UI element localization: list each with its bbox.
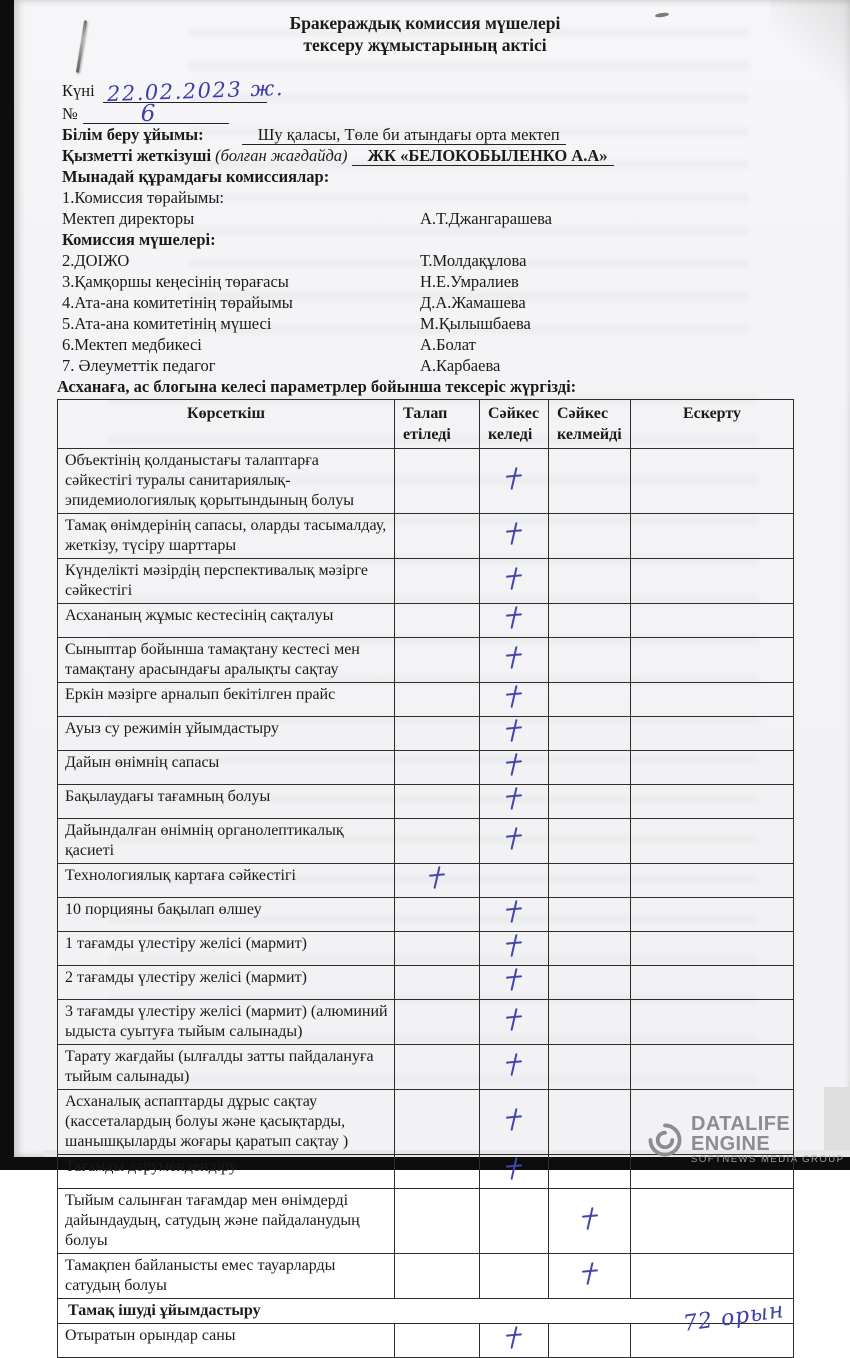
note-cell — [631, 638, 794, 683]
kelmeydi-cell — [549, 683, 631, 717]
table-row — [58, 898, 794, 932]
note-cell — [631, 449, 794, 514]
handwritten-plus-mark — [505, 1008, 523, 1031]
date-blank-line — [103, 75, 284, 107]
table-row — [58, 1324, 794, 1358]
header-not-complies: Сәйкес келмейді — [549, 400, 631, 449]
keledi-cell — [480, 1045, 549, 1090]
kelmeydi-cell — [549, 898, 631, 932]
member-role: 2.ДОІЖО — [62, 251, 130, 270]
table-row — [58, 785, 794, 819]
table-row — [58, 1045, 794, 1090]
member-row — [62, 355, 788, 376]
organization-field — [62, 124, 788, 145]
talap-cell — [395, 932, 480, 966]
inspection-section-heading: Асханаға, ас блогына келесі параметрлер бойынша тексеріс жүргізді: — [57, 377, 577, 396]
note-cell — [631, 864, 794, 898]
keledi-cell — [480, 514, 549, 559]
member-name: А.Карбаева — [420, 356, 501, 375]
note-cell — [631, 1298, 794, 1358]
talap-cell — [395, 638, 480, 683]
indicator-cell: Ауыз су режимін ұйымдастыру — [58, 717, 395, 751]
keledi-cell — [480, 604, 549, 638]
member-name: М.Қылышбаева — [420, 314, 531, 333]
talap-cell — [395, 898, 480, 932]
handwritten-plus-mark — [505, 934, 523, 957]
note-cell — [631, 683, 794, 717]
talap-cell — [395, 514, 480, 559]
kelmeydi-cell — [549, 717, 631, 751]
watermark-brand: DATALIFE ENGINE — [691, 1113, 791, 1155]
keledi-cell — [480, 717, 549, 751]
handwritten-plus-mark — [505, 685, 523, 708]
indicator-cell: Бақылаудағы тағамның болуы — [58, 785, 395, 819]
kelmeydi-cell — [549, 449, 631, 514]
note-cell — [631, 604, 794, 638]
handwritten-plus-mark — [505, 719, 523, 742]
talap-cell — [395, 785, 480, 819]
note-cell — [631, 932, 794, 966]
kelmeydi-cell — [549, 819, 631, 864]
number-field — [62, 101, 788, 127]
table-row — [58, 966, 794, 1000]
member-row — [62, 313, 788, 334]
chair-row — [62, 208, 788, 229]
member-role: 6.Мектеп медбикесі — [62, 335, 202, 354]
member-role: 5.Ата-ана комитетінің мүшесі — [62, 314, 272, 333]
indicator-cell: 10 порцияны бақылап өлшеу — [58, 898, 395, 932]
table-row — [58, 717, 794, 751]
header-complies: Сәйкес келеді — [480, 400, 549, 449]
handwritten-plus-mark — [505, 1053, 523, 1076]
provider-field — [62, 145, 788, 166]
indicator-cell: Асханалық аспаптарды дұрыс сақтау (кассеталардың болуы және қасықтарды, шанышқыларды жоғары қаратып сақтау ) — [58, 1090, 395, 1155]
table-row — [58, 1254, 794, 1299]
header-note: Ескерту — [631, 400, 794, 449]
watermark-tagline: SOFTNEWS MEDIA GROUP — [691, 1154, 845, 1165]
talap-cell — [395, 449, 480, 514]
talap-cell — [395, 1324, 480, 1358]
indicator-cell: Отыратын орындар саны — [58, 1324, 395, 1358]
talap-cell — [395, 864, 480, 898]
provider-parenthetical: (болған жағдайда) — [215, 146, 348, 165]
note-cell — [631, 1254, 794, 1299]
table-row — [58, 819, 794, 864]
talap-cell — [395, 1045, 480, 1090]
member-role: 7. Әлеуметтік педагог — [62, 356, 216, 375]
kelmeydi-cell — [549, 1155, 631, 1189]
table-row — [58, 1000, 794, 1045]
talap-cell — [395, 1000, 480, 1045]
chair-name: А.Т.Джангарашева — [420, 209, 552, 228]
handwritten-plus-mark — [505, 900, 523, 923]
number-label: № — [62, 104, 78, 123]
indicator-cell: Технологиялық картаға сәйкестігі — [58, 864, 395, 898]
indicator-cell: Сыныптар бойынша тамақтану кестесі мен тамақтану арасындағы аралықты сақтау — [58, 638, 395, 683]
indicator-cell: Асхананың жұмыс кестесінің сақталуы — [58, 604, 395, 638]
handwritten-number: 6 — [140, 101, 156, 127]
indicator-cell: Дайын өнімнің сапасы — [58, 751, 395, 785]
header-fields — [62, 75, 788, 376]
table-row — [58, 751, 794, 785]
note-cell — [631, 559, 794, 604]
kelmeydi-cell — [549, 785, 631, 819]
talap-cell — [395, 1254, 480, 1299]
header-required: Талап етіледі — [395, 400, 480, 449]
handwritten-plus-mark — [505, 606, 523, 629]
note-cell — [631, 751, 794, 785]
section-title: Тамақ ішуді ұйымдастыру — [58, 1299, 794, 1324]
table-row — [58, 604, 794, 638]
keledi-cell — [480, 751, 549, 785]
organization-value: Шу қаласы, Төле би атындағы орта мектеп — [242, 125, 566, 145]
document-title — [62, 12, 788, 56]
kelmeydi-cell — [549, 1189, 631, 1254]
note-cell — [631, 898, 794, 932]
kelmeydi-cell — [549, 1324, 631, 1358]
kelmeydi-cell — [549, 932, 631, 966]
handwritten-note: 72 орын — [681, 1298, 787, 1337]
note-cell — [631, 1000, 794, 1045]
keledi-cell — [480, 932, 549, 966]
kelmeydi-cell — [549, 514, 631, 559]
header-indicator: Көрсеткіш — [58, 400, 395, 449]
date-field — [62, 75, 788, 107]
note-cell — [631, 717, 794, 751]
kelmeydi-cell — [549, 1045, 631, 1090]
keledi-cell — [480, 1189, 549, 1254]
kelmeydi-cell — [549, 604, 631, 638]
table-row — [58, 638, 794, 683]
talap-cell — [395, 683, 480, 717]
talap-cell — [395, 966, 480, 1000]
handwritten-plus-mark — [505, 522, 523, 545]
handwritten-plus-mark — [505, 753, 523, 776]
indicator-cell: Тамақпен байланысты емес тауарларды сатудың болуы — [58, 1254, 395, 1299]
keledi-cell — [480, 1324, 549, 1358]
handwritten-plus-mark — [428, 866, 446, 889]
talap-cell — [395, 819, 480, 864]
table-row — [58, 864, 794, 898]
number-blank-line — [83, 101, 229, 127]
table-row — [58, 683, 794, 717]
keledi-cell — [480, 638, 549, 683]
kelmeydi-cell — [549, 1254, 631, 1299]
handwritten-plus-mark — [505, 1157, 523, 1180]
watermark — [646, 1114, 850, 1166]
note-cell — [631, 966, 794, 1000]
indicator-cell: Тағамды дәрумендендіру — [58, 1155, 395, 1189]
keledi-cell — [480, 819, 549, 864]
member-row — [62, 250, 788, 271]
keledi-cell — [480, 864, 549, 898]
handwritten-plus-mark — [505, 787, 523, 810]
handwritten-plus-mark — [581, 1207, 599, 1230]
chair-role: Мектеп директоры — [62, 209, 195, 228]
indicator-cell: 3 тағамды үлестіру желісі (мармит) (алюминий ыдыста суытуға тыйым салынады) — [58, 1000, 395, 1045]
organization-label: Білім беру ұйымы: — [62, 125, 204, 144]
keledi-cell — [480, 1000, 549, 1045]
table-row — [58, 559, 794, 604]
table-row — [58, 1189, 794, 1254]
handwritten-plus-mark — [581, 1262, 599, 1285]
provider-value: ЖК «БЕЛОКОБЫЛЕНКО А.А» — [352, 146, 614, 166]
member-row — [62, 292, 788, 313]
members-list — [62, 250, 788, 376]
handwritten-plus-mark — [505, 968, 523, 991]
member-name: А.Болат — [420, 335, 476, 354]
indicator-cell: Күнделікті мәзірдің перспективалық мәзірге сәйкестігі — [58, 559, 395, 604]
kelmeydi-cell — [549, 1090, 631, 1155]
talap-cell — [395, 559, 480, 604]
kelmeydi-cell — [549, 751, 631, 785]
talap-cell — [395, 1090, 480, 1155]
keledi-cell — [480, 966, 549, 1000]
keledi-cell — [480, 1155, 549, 1189]
kelmeydi-cell — [549, 559, 631, 604]
chair-heading: 1.Комиссия төрайымы: — [62, 188, 225, 207]
talap-cell — [395, 604, 480, 638]
indicator-cell: Еркін мәзірге арналып бекітілген прайс — [58, 683, 395, 717]
table-header-row — [58, 400, 794, 449]
talap-cell — [395, 717, 480, 751]
indicator-cell: Тарату жағдайы (ылғалды затты пайдалануға тыйым салынады) — [58, 1045, 395, 1090]
keledi-cell — [480, 449, 549, 514]
indicator-cell: Тыйым салынған тағамдар мен өнімдерді дайындаудың, сатудың және пайдаланудың болуы — [58, 1189, 395, 1254]
table-row — [58, 449, 794, 514]
member-row — [62, 334, 788, 355]
note-cell — [631, 785, 794, 819]
talap-cell — [395, 1155, 480, 1189]
indicator-cell: Объектінің қолданыстағы талаптарға сәйкестігі туралы санитариялық-эпидемиологиялық қорытындының болуы — [58, 449, 395, 514]
commission-intro: Мынадай құрамдағы комиссиялар: — [62, 167, 330, 186]
note-cell — [631, 1189, 794, 1254]
handwritten-plus-mark — [505, 1326, 523, 1349]
table-row — [58, 932, 794, 966]
kelmeydi-cell — [549, 966, 631, 1000]
member-role: 4.Ата-ана комитетінің төрайымы — [62, 293, 293, 312]
member-role: 3.Қамқоршы кеңесінің төрағасы — [62, 272, 289, 291]
indicator-cell: Тамақ өнімдерінің сапасы, оларды тасымалдау, жеткізу, түсіру шарттары — [58, 514, 395, 559]
table-row — [58, 514, 794, 559]
title-line-1: Бракераждық комиссия мүшелері — [289, 13, 561, 33]
kelmeydi-cell — [549, 1000, 631, 1045]
indicator-cell: 2 тағамды үлестіру желісі (мармит) — [58, 966, 395, 1000]
keledi-cell — [480, 1254, 549, 1299]
keledi-cell — [480, 898, 549, 932]
talap-cell — [395, 751, 480, 785]
handwritten-plus-mark — [505, 1108, 523, 1131]
note-cell — [631, 819, 794, 864]
date-label: Күні — [62, 81, 95, 100]
talap-cell — [395, 1189, 480, 1254]
member-name: Д.А.Жамашева — [420, 293, 526, 312]
kelmeydi-cell — [549, 638, 631, 683]
member-row — [62, 271, 788, 292]
inspection-table — [57, 399, 794, 1358]
keledi-cell — [480, 1090, 549, 1155]
handwritten-plus-mark — [505, 567, 523, 590]
indicator-cell: 1 тағамды үлестіру желісі (мармит) — [58, 932, 395, 966]
provider-label: Қызметті жеткізуші — [62, 146, 212, 165]
member-name: Н.Е.Умралиев — [420, 272, 519, 291]
keledi-cell — [480, 559, 549, 604]
note-cell — [631, 514, 794, 559]
inspection-table-body — [58, 449, 794, 1358]
indicator-cell: Дайындалған өнімнің органолептикалық қасиеті — [58, 819, 395, 864]
note-cell — [631, 1045, 794, 1090]
members-heading: Комиссия мүшелері: — [62, 230, 216, 249]
title-line-2: тексеру жұмыстарының актісі — [303, 35, 547, 55]
keledi-cell — [480, 785, 549, 819]
handwritten-plus-mark — [505, 646, 523, 669]
keledi-cell — [480, 683, 549, 717]
handwritten-plus-mark — [505, 467, 523, 490]
handwritten-plus-mark — [505, 827, 523, 850]
handwritten-date: 22.02.2023 ж. — [106, 75, 284, 107]
member-name: Т.Молдақұлова — [420, 251, 527, 270]
kelmeydi-cell — [549, 864, 631, 898]
datalife-engine-logo-icon — [646, 1121, 684, 1159]
